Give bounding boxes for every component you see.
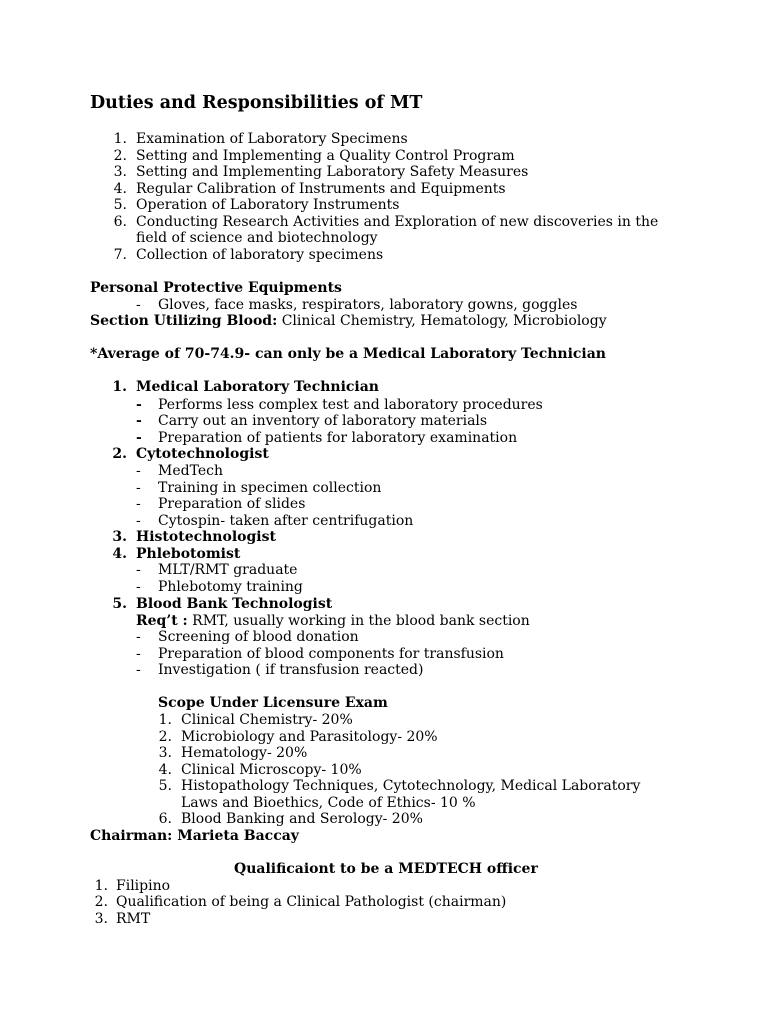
list-number: 1. xyxy=(112,379,127,395)
bullet-dash: - xyxy=(136,562,141,578)
list-item: Setting and Implementing Laboratory Safety Measures xyxy=(136,164,529,180)
list-number: 5. xyxy=(113,197,127,213)
list-number: 4. xyxy=(158,762,172,778)
list-number: 1. xyxy=(94,878,108,894)
list-item: Training in specimen collection xyxy=(158,480,382,496)
bullet-dash: - xyxy=(136,297,141,313)
list-item: RMT xyxy=(116,911,151,927)
list-item: Cytospin- taken after centrifugation xyxy=(158,513,414,529)
list-number: 2. xyxy=(158,729,172,745)
list-item: Investigation ( if transfusion reacted) xyxy=(158,662,424,678)
bullet-dash: - xyxy=(136,579,141,595)
list-item: Blood Banking and Serology- 20% xyxy=(181,811,423,827)
blood-section-line xyxy=(90,313,607,330)
list-item: Screening of blood donation xyxy=(158,629,359,645)
list-number: 1. xyxy=(158,712,172,728)
list-item: Phlebotomy training xyxy=(158,579,303,595)
bullet-dash: - xyxy=(136,496,141,512)
list-item-continuation: Laws and Bioethics, Code of Ethics- 10 % xyxy=(181,795,476,811)
list-item: MedTech xyxy=(158,463,223,479)
role-title-histo: Histotechnologist xyxy=(136,529,276,545)
list-number: 4. xyxy=(113,181,127,197)
bullet-dash: - xyxy=(136,480,141,496)
bullet-dash: - xyxy=(136,430,142,446)
list-item: Setting and Implementing a Quality Control Program xyxy=(136,148,515,164)
bullet-dash: - xyxy=(136,646,141,662)
bullet-dash: - xyxy=(136,463,141,479)
list-item: Preparation of slides xyxy=(158,496,306,512)
list-number: 7. xyxy=(113,247,127,263)
list-number: 4. xyxy=(112,546,127,562)
bullet-dash: - xyxy=(136,629,141,645)
list-item: Preparation of patients for laboratory examination xyxy=(158,430,518,446)
list-number: 3. xyxy=(94,911,108,927)
list-item: Qualification of being a Clinical Pathologist (chairman) xyxy=(116,894,507,910)
list-item: Filipino xyxy=(116,878,171,894)
list-item: Hematology- 20% xyxy=(181,745,308,761)
list-number: 5. xyxy=(112,596,127,612)
list-number: 2. xyxy=(94,894,108,910)
list-item: Performs less complex test and laboratory procedures xyxy=(158,397,543,413)
list-number: 1. xyxy=(113,131,127,147)
bullet-dash: - xyxy=(136,397,142,413)
list-number: 2. xyxy=(112,446,127,462)
role-title-phleb: Phlebotomist xyxy=(136,546,241,562)
list-item: Preparation of blood components for transfusion xyxy=(158,646,504,662)
list-item: Conducting Research Activities and Exploration of new discoveries in the xyxy=(136,214,659,230)
scope-heading: Scope Under Licensure Exam xyxy=(158,695,388,711)
list-number: 3. xyxy=(158,745,172,761)
list-item: Collection of laboratory specimens xyxy=(136,247,384,263)
bullet-dash: - xyxy=(136,662,141,678)
role-title-cyto: Cytotechnologist xyxy=(136,446,269,462)
ppe-heading: Personal Protective Equipments xyxy=(90,280,342,296)
list-item: Carry out an inventory of laboratory materials xyxy=(158,413,488,429)
list-item: Operation of Laboratory Instruments xyxy=(136,197,400,213)
list-item: Microbiology and Parasitology- 20% xyxy=(181,729,438,745)
list-number: 6. xyxy=(158,811,172,827)
bullet-dash: - xyxy=(136,413,142,429)
list-number: 5. xyxy=(158,778,172,794)
list-number: 3. xyxy=(112,529,127,545)
list-number: 6. xyxy=(113,214,127,230)
blood-section-value: Clinical Chemistry, Hematology, Microbiology xyxy=(277,313,607,329)
chairman-line: Chairman: Marieta Baccay xyxy=(90,828,299,844)
list-number: 2. xyxy=(113,148,127,164)
ppe-item: Gloves, face masks, respirators, laboratory gowns, goggles xyxy=(158,297,578,313)
requirement-label: Req’t : xyxy=(136,613,188,629)
list-item: Regular Calibration of Instruments and Equipments xyxy=(136,181,506,197)
page-title: Duties and Responsibilities of MT xyxy=(90,93,423,113)
requirement-line xyxy=(136,613,530,630)
role-title-bbt: Blood Bank Technologist xyxy=(136,596,333,612)
average-note: *Average of 70-74.9- can only be a Medical Laboratory Technician xyxy=(90,346,606,362)
list-item: Clinical Chemistry- 20% xyxy=(181,712,353,728)
role-title-mlt: Medical Laboratory Technician xyxy=(136,379,379,395)
list-item: Histopathology Techniques, Cytotechnology, Medical Laboratory xyxy=(181,778,641,794)
bullet-dash: - xyxy=(136,513,141,529)
blood-section-label: Section Utilizing Blood: xyxy=(90,313,278,329)
list-item: Examination of Laboratory Specimens xyxy=(136,131,408,147)
list-item: MLT/RMT graduate xyxy=(158,562,298,578)
list-item-continuation: field of science and biotechnology xyxy=(136,230,378,246)
list-number: 3. xyxy=(113,164,127,180)
list-item: Clinical Microscopy- 10% xyxy=(181,762,362,778)
qualification-heading: Qualificaiont to be a MEDTECH officer xyxy=(234,861,538,877)
requirement-value: RMT, usually working in the blood bank section xyxy=(187,613,530,629)
